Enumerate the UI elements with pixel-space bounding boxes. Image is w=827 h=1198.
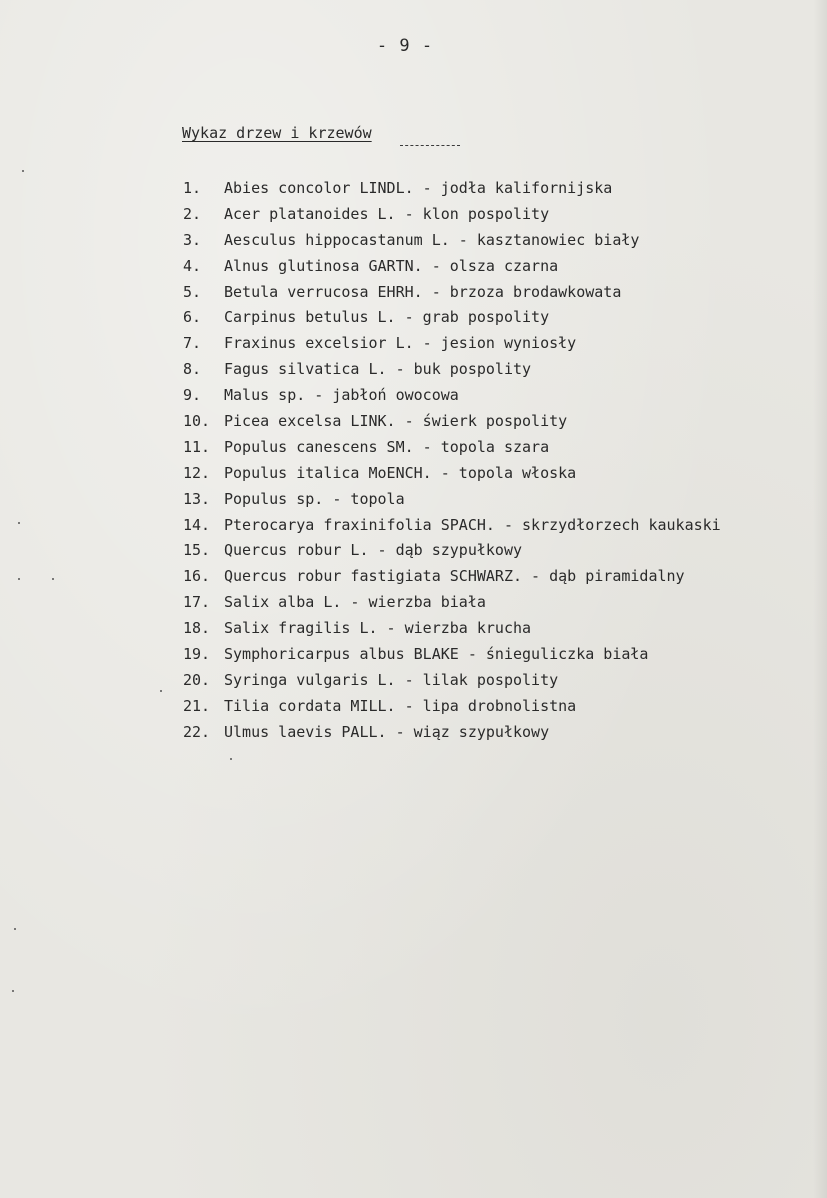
species-number: 13. — [183, 489, 211, 508]
margin-speck — [14, 928, 16, 930]
species-entry-text: Betula verrucosa EHRH. - brzoza brodawkowata — [224, 282, 622, 301]
species-entry-text: Ulmus laevis PALL. - wiąz szypułkowy — [224, 722, 550, 741]
margin-speck — [160, 690, 162, 692]
species-entry-text: Fagus silvatica L. - buk pospolity — [224, 360, 532, 379]
species-number: 2. — [183, 204, 202, 223]
species-entry-text: Populus canescens SM. - topola szara — [224, 437, 550, 456]
species-entry-text: Quercus robur fastigiata SCHWARZ. - dąb piramidalny — [224, 567, 685, 586]
species-entry-text: Syringa vulgaris L. - lilak pospolity — [224, 670, 559, 689]
species-entry-text: Populus italica MoENCH. - topola włoska — [224, 463, 577, 482]
page-heading: Wykaz drzew i krzewów — [182, 124, 372, 142]
species-entry-text: Abies concolor LINDL. - jodła kalifornijska — [224, 179, 613, 197]
species-number: 9. — [183, 386, 202, 405]
species-number: 20. — [183, 670, 211, 689]
species-number: 6. — [183, 308, 202, 327]
species-number: 3. — [183, 230, 202, 249]
species-number: 15. — [183, 541, 211, 560]
species-number: 1. — [183, 179, 202, 197]
species-entry-text: Salix fragilis L. - wierzba krucha — [224, 619, 532, 638]
species-entry-text: Tilia cordata MILL. - lipa drobnolistna — [224, 696, 577, 715]
species-number: 11. — [183, 437, 211, 456]
margin-speck — [52, 578, 54, 580]
species-entry-text: Malus sp. - jabłoń owocowa — [224, 386, 459, 405]
heading-underline-rule — [400, 145, 460, 146]
margin-speck — [230, 758, 232, 760]
species-entry-text: Salix alba L. - wierzba biała — [224, 593, 486, 612]
species-entry-text: Alnus glutinosa GARTN. - olsza czarna — [224, 256, 559, 275]
species-number: 5. — [183, 282, 202, 301]
species-number: 4. — [183, 256, 202, 275]
margin-speck — [22, 170, 24, 172]
species-number: 7. — [183, 334, 202, 353]
species-number: 16. — [183, 567, 211, 586]
species-entry-text: Aesculus hippocastanum L. - kasztanowiec biały — [224, 230, 640, 249]
species-number: 18. — [183, 619, 211, 638]
species-number: 22. — [183, 722, 211, 741]
species-entry-text: Symphoricarpus albus BLAKE - śnieguliczka biała — [224, 645, 649, 664]
species-entry-text: Carpinus betulus L. - grab pospolity — [224, 308, 550, 327]
species-number: 17. — [183, 593, 211, 612]
species-entry-text: Pterocarya fraxinifolia SPACH. - skrzydłorzech kaukaski — [224, 515, 721, 534]
page-number: - 9 - — [376, 36, 434, 56]
margin-speck — [18, 578, 20, 580]
page-edge-shadow — [813, 0, 827, 1198]
species-entry-text: Fraxinus excelsior L. - jesion wyniosły — [224, 334, 577, 353]
species-number: 12. — [183, 463, 211, 482]
species-entry-text: Picea excelsa LINK. - świerk pospolity — [224, 412, 568, 431]
margin-speck — [12, 990, 14, 992]
species-number: 14. — [183, 515, 211, 534]
species-number: 21. — [183, 696, 211, 715]
species-entry-text: Populus sp. - topola — [224, 489, 405, 508]
species-number: 10. — [183, 412, 211, 431]
species-entry-text: Acer platanoides L. - klon pospolity — [224, 204, 550, 223]
species-number: 19. — [183, 645, 211, 664]
margin-speck — [18, 522, 20, 524]
species-entry-text: Quercus robur L. - dąb szypułkowy — [224, 541, 523, 560]
species-number: 8. — [183, 360, 202, 379]
